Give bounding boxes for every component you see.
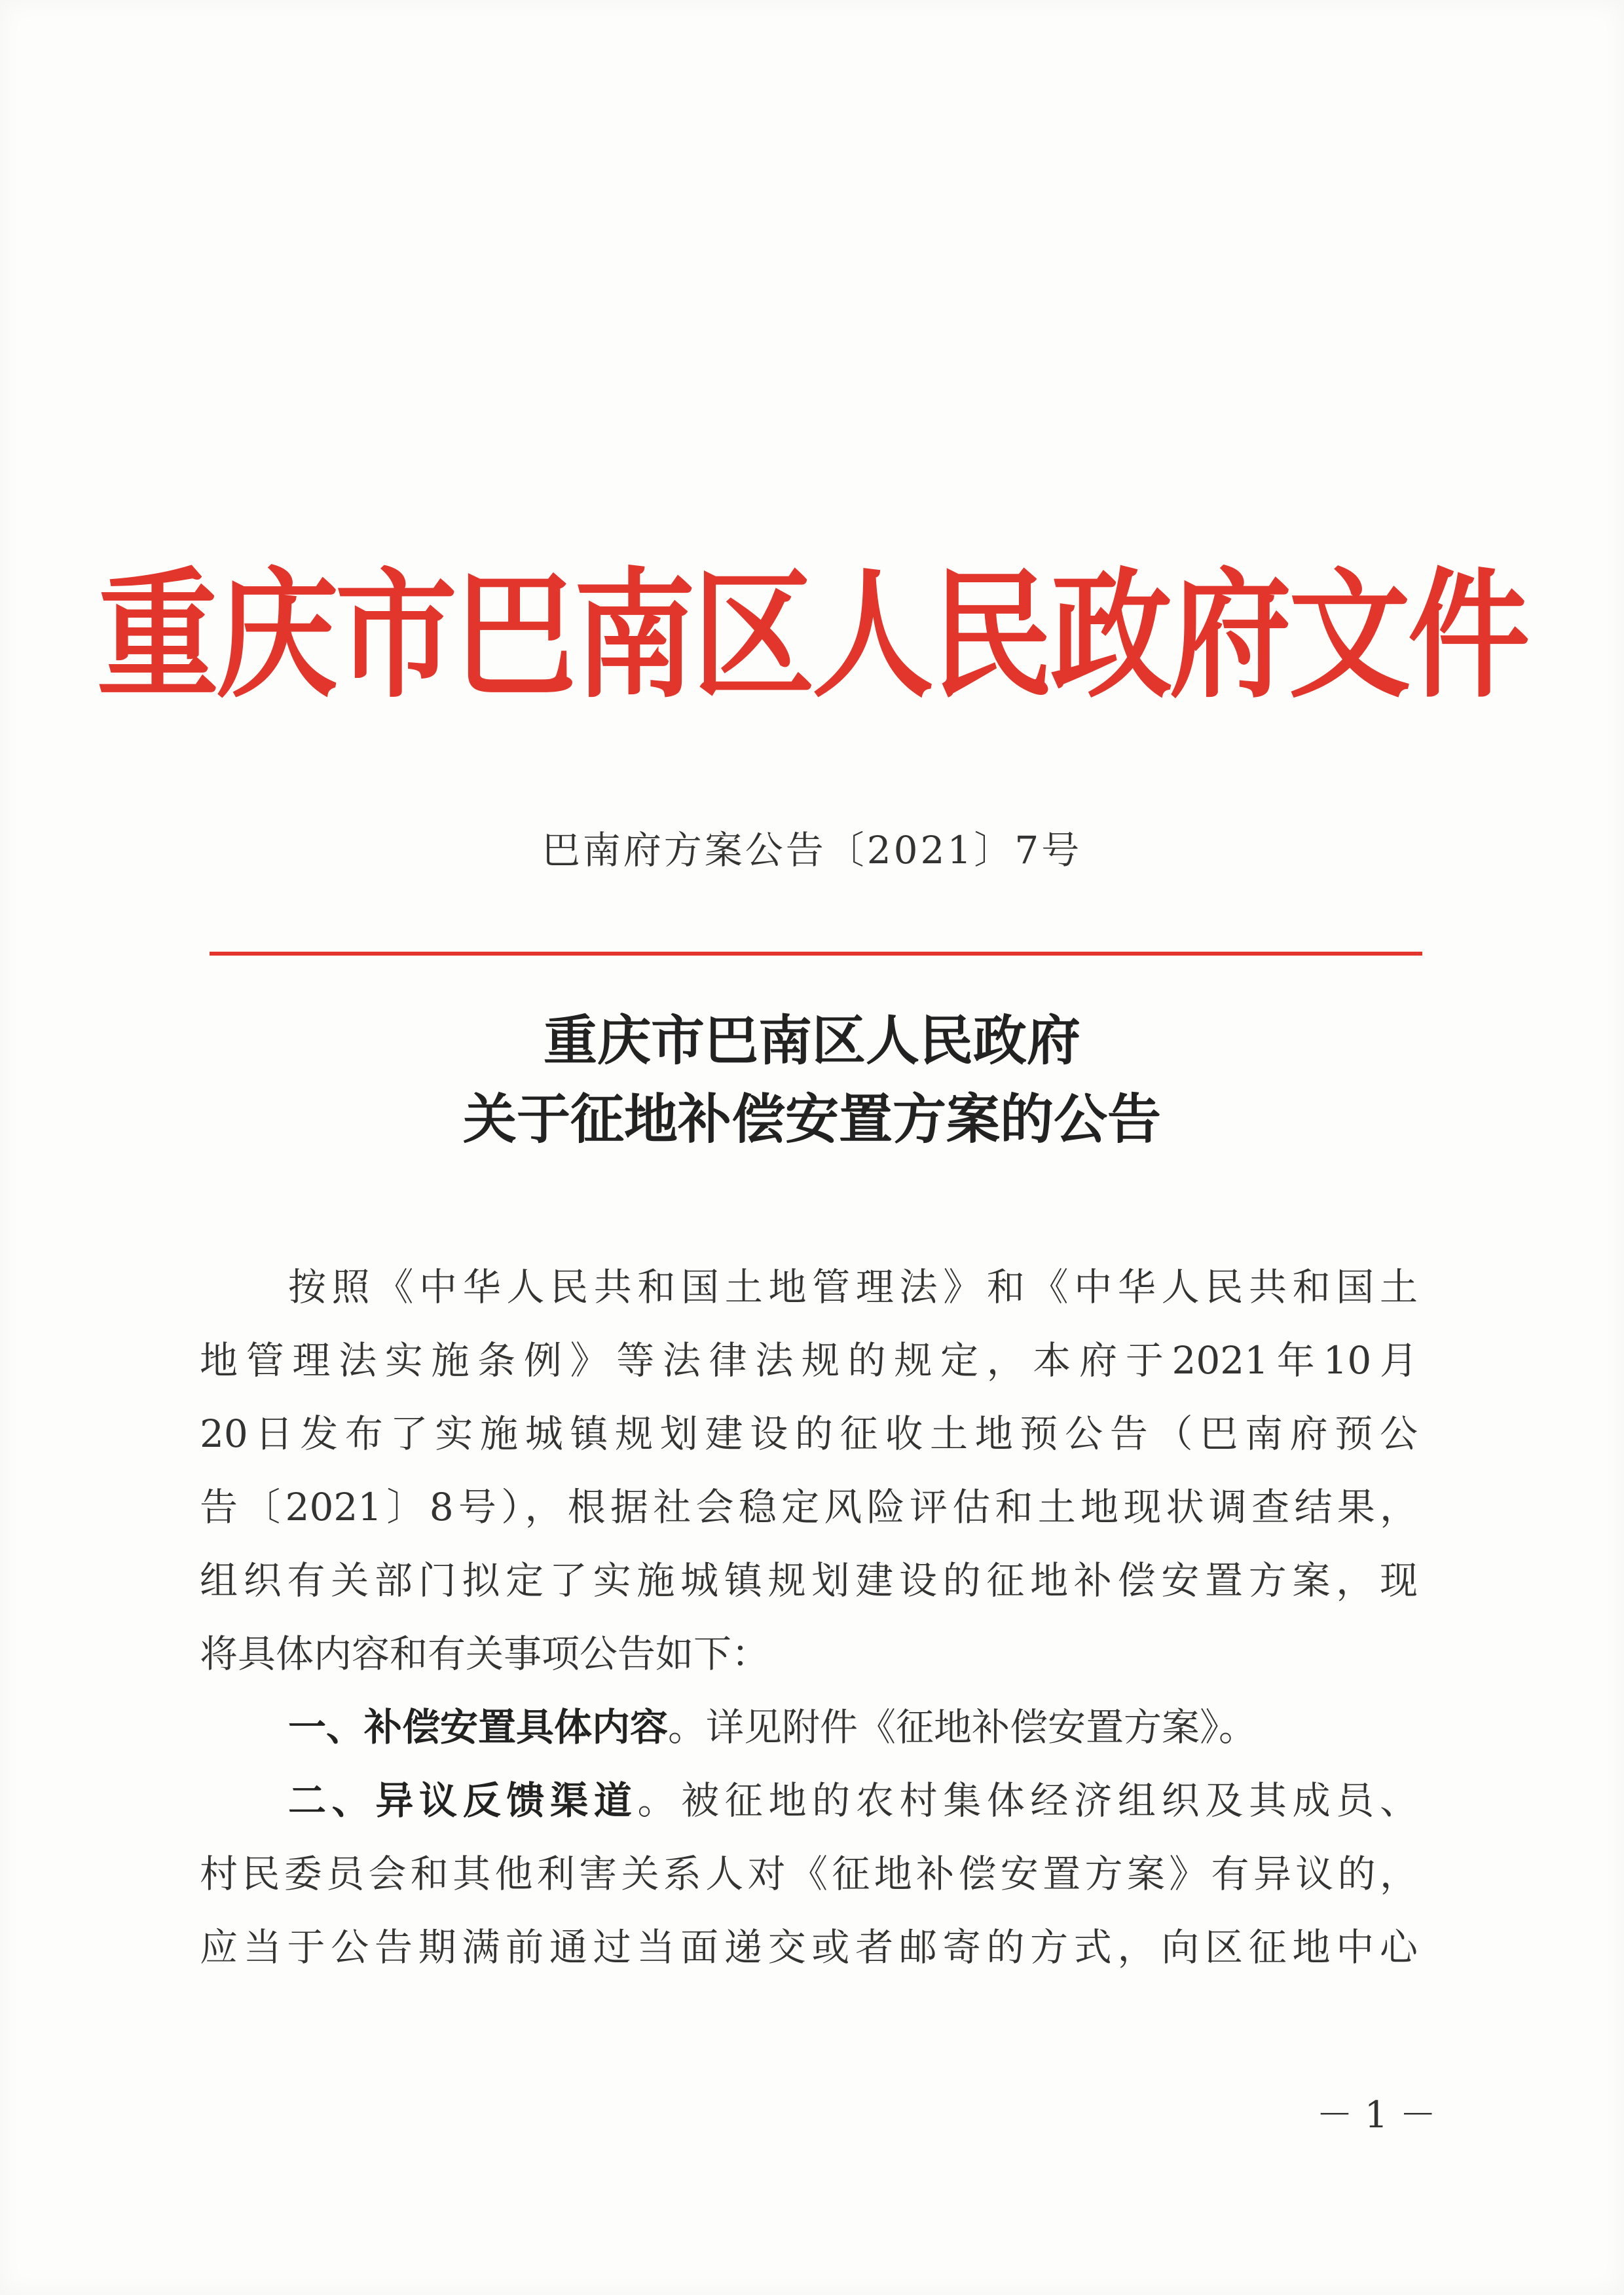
notice-title-line-1: 重庆市巴南区人民政府	[543, 1010, 1080, 1072]
body-paragraph-line: 告〔2021〕8号），根据社会稳定风险评估和土地现状调查结果，	[200, 1485, 1418, 1529]
section-item-2	[288, 1774, 1418, 1827]
section-item-1-heading: 一、补偿安置具体内容	[288, 1705, 669, 1749]
red-divider-line	[210, 952, 1422, 956]
body-paragraph-line: 20日发布了实施城镇规划建设的征收土地预公告（巴南府预公	[200, 1411, 1418, 1456]
section-item-2-heading: 二、异议反馈渠道	[288, 1778, 638, 1823]
body-paragraph-line: 按照《中华人民共和国土地管理法》和《中华人民共和国土	[288, 1265, 1418, 1309]
body-paragraph-line: 村民委员会和其他利害关系人对《征地补偿安置方案》有异议的，	[200, 1852, 1418, 1896]
section-item-2-text: 。被征地的农村集体经济组织及其成员、	[637, 1778, 1418, 1823]
notice-title-line-2: 关于征地补偿安置方案的公告	[462, 1089, 1161, 1151]
document-number: 巴南府方案公告〔2021〕7号	[542, 828, 1082, 872]
body-paragraph-line: 地管理法实施条例》等法律法规的规定，本府于2021年10月	[200, 1338, 1418, 1383]
page-number: － 1 －	[1316, 2094, 1437, 2136]
section-item-1	[288, 1701, 1418, 1753]
section-item-1-text: 。详见附件《征地补偿安置方案》。	[668, 1705, 1257, 1749]
body-paragraph-line: 组织有关部门拟定了实施城镇规划建设的征地补偿安置方案，现	[200, 1558, 1418, 1603]
body-paragraph-line: 将具体内容和有关事项公告如下：	[200, 1632, 770, 1676]
body-paragraph-line: 应当于公告期满前通过当面递交或者邮寄的方式，向区征地中心	[200, 1925, 1418, 1969]
document-header-title: 重庆市巴南区人民政府文件	[96, 554, 1527, 717]
